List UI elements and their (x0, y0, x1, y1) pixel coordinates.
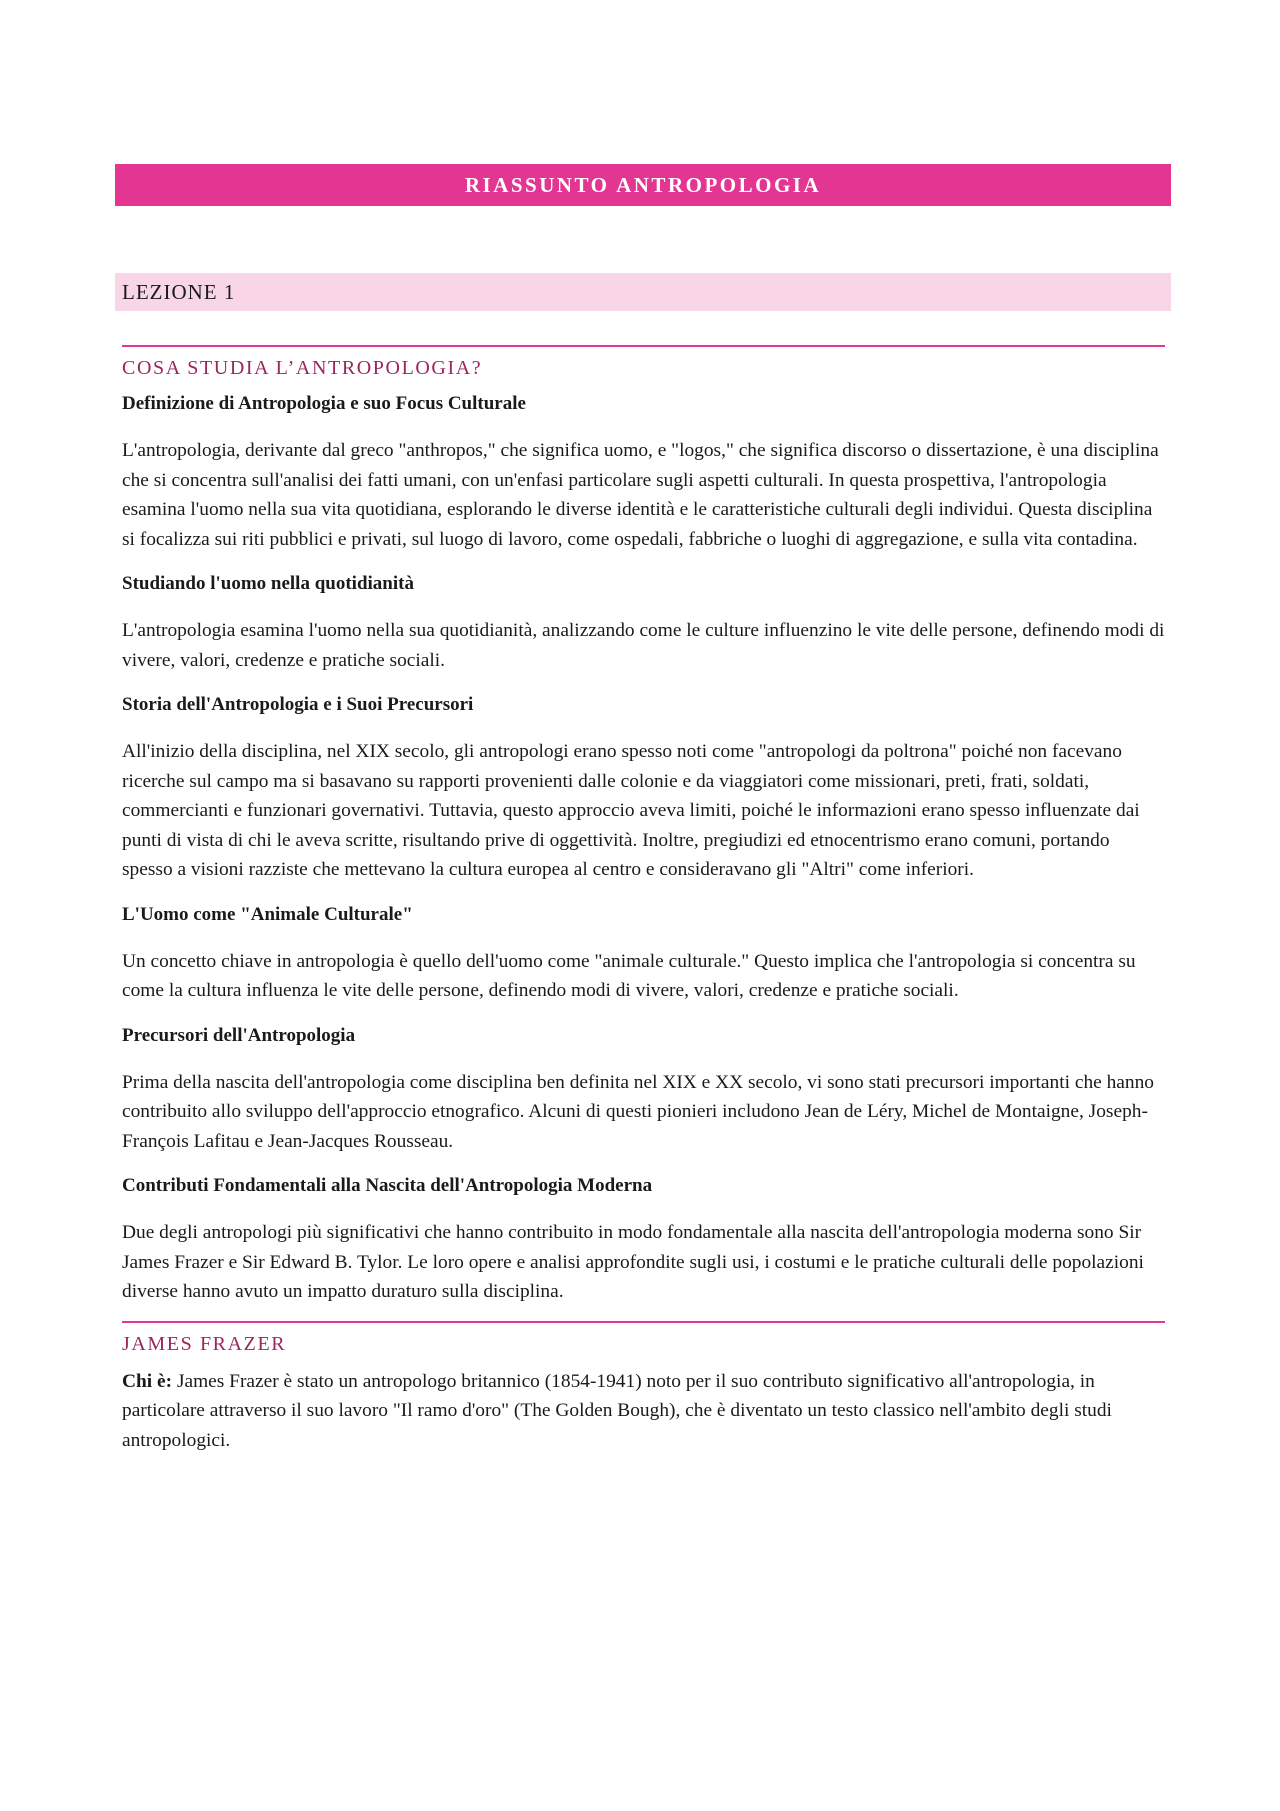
paragraph: L'antropologia, derivante dal greco "anthropos," che significa uomo, e "logos," che significa discorso o dissertazione, è una disciplina che si concentra sull'analisi dei fatti umani, con un'enfasi particolare sugli aspetti culturali. In questa prospettiva, l'antropologia esamina l'uomo nella sua vita quotidiana, esplorando le diverse identità e le caratteristiche culturali degli individui. Questa disciplina si focalizza sui riti pubblici e privati, sul luogo di lavoro, come ospedali, fabbriche o luoghi di aggregazione, e sulla vita contadina. (122, 440, 1159, 550)
intro-text: James Frazer è stato un antropologo britannico (1854-1941) noto per il suo contributo significativo all'antropologia, in particolare attraverso il suo lavoro "Il ramo d'oro" (The Golden Bough), che è diventato un testo classico nell'ambito degli studi antropologici. (122, 1370, 1112, 1451)
document-title: RIASSUNTO ANTROPOLOGIA (115, 164, 1171, 206)
document-body (122, 345, 1165, 1469)
subheading: Contributi Fondamentali alla Nascita dell'Antropologia Moderna (122, 1175, 653, 1196)
section-james-frazer (122, 1321, 1165, 1456)
paragraph: L'antropologia esamina l'uomo nella sua quotidianità, analizzando come le culture influenzino le vite delle persone, definendo modi di vivere, valori, credenze e pratiche sociali. (122, 620, 1165, 671)
section-title: JAMES FRAZER (122, 1332, 287, 1355)
section-cosa-studia (122, 345, 1165, 1307)
paragraph: Due degli antropologi più significativi che hanno contribuito in modo fondamentale alla nascita dell'antropologia moderna sono Sir James Frazer e Sir Edward B. Tylor. Le loro opere e analisi approfondite sugli usi, i costumi e le pratiche culturali delle popolazioni diverse hanno avuto un impatto duraturo sulla disciplina. (122, 1222, 1144, 1302)
paragraph: All'inizio della disciplina, nel XIX secolo, gli antropologi erano spesso noti come "antropologi da poltrona" poiché non facevano ricerche sul campo ma si basavano su rapporti provenienti dalle colonie e da viaggiatori come missionari, preti, frati, soldati, commercianti e funzionari governativi. Tuttavia, questo approccio aveva limiti, poiché le informazioni erano spesso influenzate dai punti di vista di chi le aveva scritte, risultando prive di oggettività. Inoltre, pregiudizi ed etnocentrismo erano comuni, portando spesso a visioni razziste che mettevano la cultura europea al centro e consideravano gli "Altri" come inferiori. (122, 741, 1140, 880)
subheading: L'Uomo come "Animale Culturale" (122, 903, 413, 925)
paragraph (122, 1367, 1165, 1456)
subheading: Precursori dell'Antropologia (122, 1024, 356, 1046)
subheading: Storia dell'Antropologia e i Suoi Precursori (122, 694, 474, 715)
subheading: Definizione di Antropologia e suo Focus Culturale (122, 393, 526, 414)
section-divider (122, 1321, 1165, 1323)
paragraph: Un concetto chiave in antropologia è quello dell'uomo come "animale culturale." Questo implica che l'antropologia si concentra su come la cultura influenza le vite delle persone, definendo modi di vivere, valori, credenze e pratiche sociali. (122, 950, 1136, 1001)
section-title: COSA STUDIA L’ANTROPOLOGIA? (122, 357, 483, 379)
lesson-heading: LEZIONE 1 (115, 273, 1171, 311)
paragraph: Prima della nascita dell'antropologia come disciplina ben definita nel XIX e XX secolo, vi sono stati precursori importanti che hanno contribuito allo sviluppo dell'approccio etnografico. Alcuni di questi pionieri includono Jean de Léry, Michel de Montaigne, Joseph-François Lafitau e Jean-Jacques Rousseau. (122, 1071, 1154, 1152)
subheading: Studiando l'uomo nella quotidianità (122, 573, 414, 594)
intro-label: Chi è: (122, 1370, 173, 1392)
section-divider (122, 345, 1165, 347)
